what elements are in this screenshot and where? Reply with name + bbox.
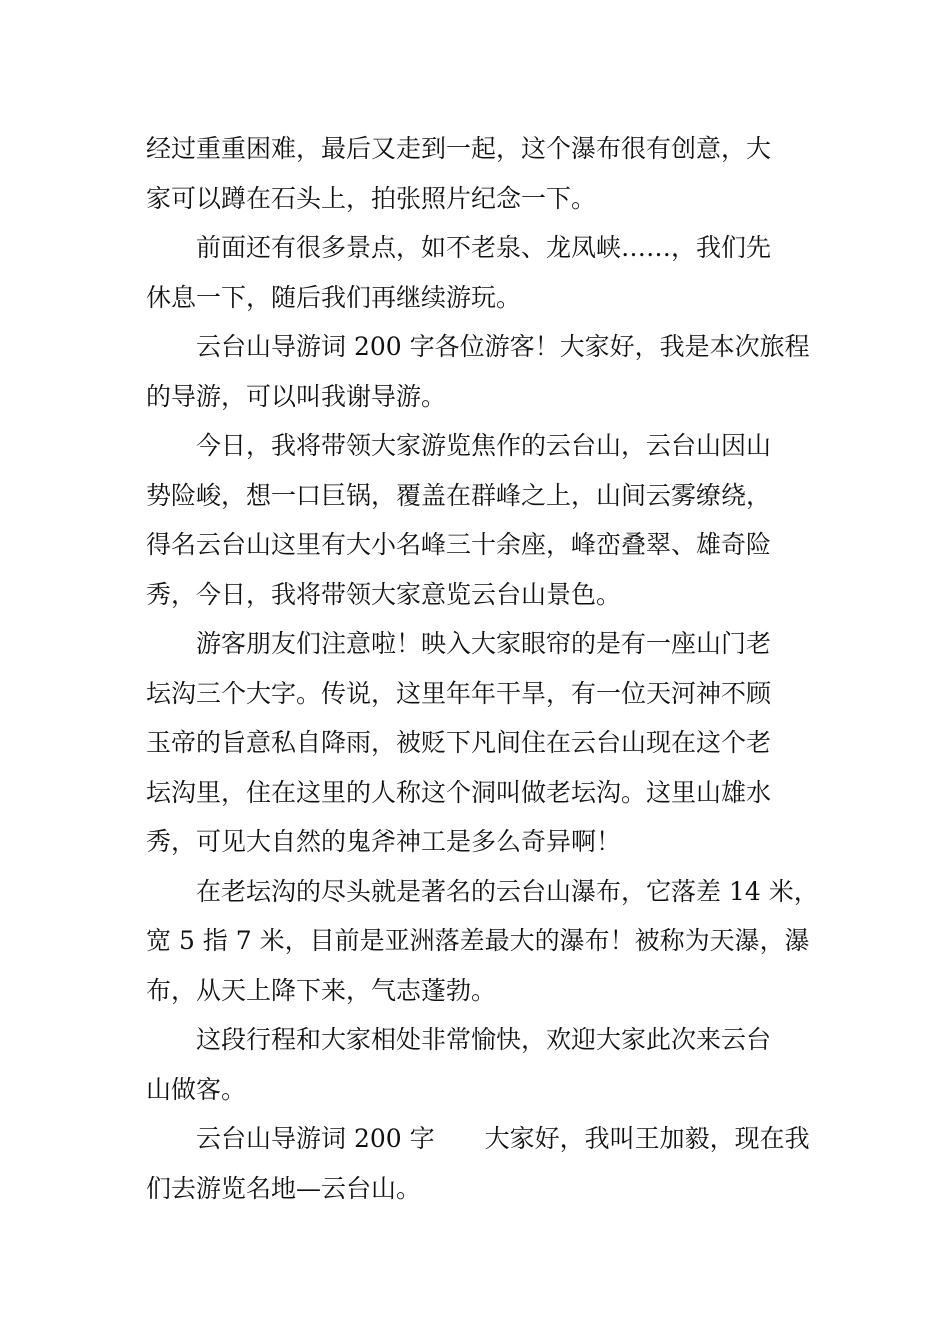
text-line: 玉帝的旨意私自降雨，被贬下凡间住在云台山现在这个老 [146, 728, 772, 757]
paragraph-2 [146, 223, 830, 322]
text-line: 在老坛沟的尽头就是著名的云台山瀑布，它落差 14 米， [196, 876, 819, 906]
text-line: 宽 5 指 7 米，目前是亚洲落差最大的瀑布！被称为天瀑，瀑 [146, 926, 810, 955]
text-line: 这段行程和大家相处非常愉快，欢迎大家此次来云台 [196, 1025, 772, 1054]
paragraph-7 [146, 1015, 830, 1114]
text-line: 坛沟三个大字。传说，这里年年干旱，有一位天河神不顾 [146, 678, 772, 708]
text-line: 得名云台山这里有大小名峰三十余座，峰峦叠翠、雄奇险 [146, 530, 772, 559]
document-body [146, 124, 830, 1213]
text-line: 秀，可见大自然的鬼斧神工是多么奇异啊！ [146, 827, 622, 856]
paragraph-1 [146, 124, 830, 223]
paragraph-3 [146, 322, 830, 421]
text-line: 坛沟里，住在这里的人称这个洞叫做老坛沟。这里山雄水 [146, 777, 772, 807]
text-line: 游客朋友们注意啦！映入大家眼帘的是有一座山门老 [196, 629, 772, 658]
text-line: 秀，今日，我将带领大家意览云台山景色。 [146, 579, 622, 609]
text-line: 云台山导游词 200 字 大家好，我叫王加毅，现在我 [196, 1124, 810, 1153]
paragraph-6 [146, 867, 830, 1016]
text-line: 家可以蹲在石头上，拍张照片纪念一下。 [146, 183, 597, 213]
text-line: 云台山导游词 200 字各位游客！大家好，我是本次旅程 [196, 332, 810, 361]
text-line: 休息一下，随后我们再继续游玩。 [146, 282, 522, 312]
text-line: 山做客。 [146, 1074, 247, 1104]
text-line: 的导游，可以叫我谢导游。 [146, 381, 447, 411]
text-line: 今日，我将带领大家游览焦作的云台山，云台山因山 [196, 431, 772, 460]
paragraph-8 [146, 1114, 830, 1213]
text-line: 势险峻，想一口巨锅，覆盖在群峰之上，山间云雾缭绕， [146, 480, 772, 510]
text-line: 布，从天上降下来，气志蓬勃。 [146, 975, 497, 1005]
paragraph-5 [146, 619, 830, 867]
text-line: 前面还有很多景点，如不老泉、龙凤峡……，我们先 [196, 233, 772, 262]
text-line: 经过重重困难，最后又走到一起，这个瀑布很有创意，大 [146, 134, 772, 163]
text-line: 们去游览名地—云台山。 [146, 1173, 422, 1203]
paragraph-4 [146, 421, 830, 619]
